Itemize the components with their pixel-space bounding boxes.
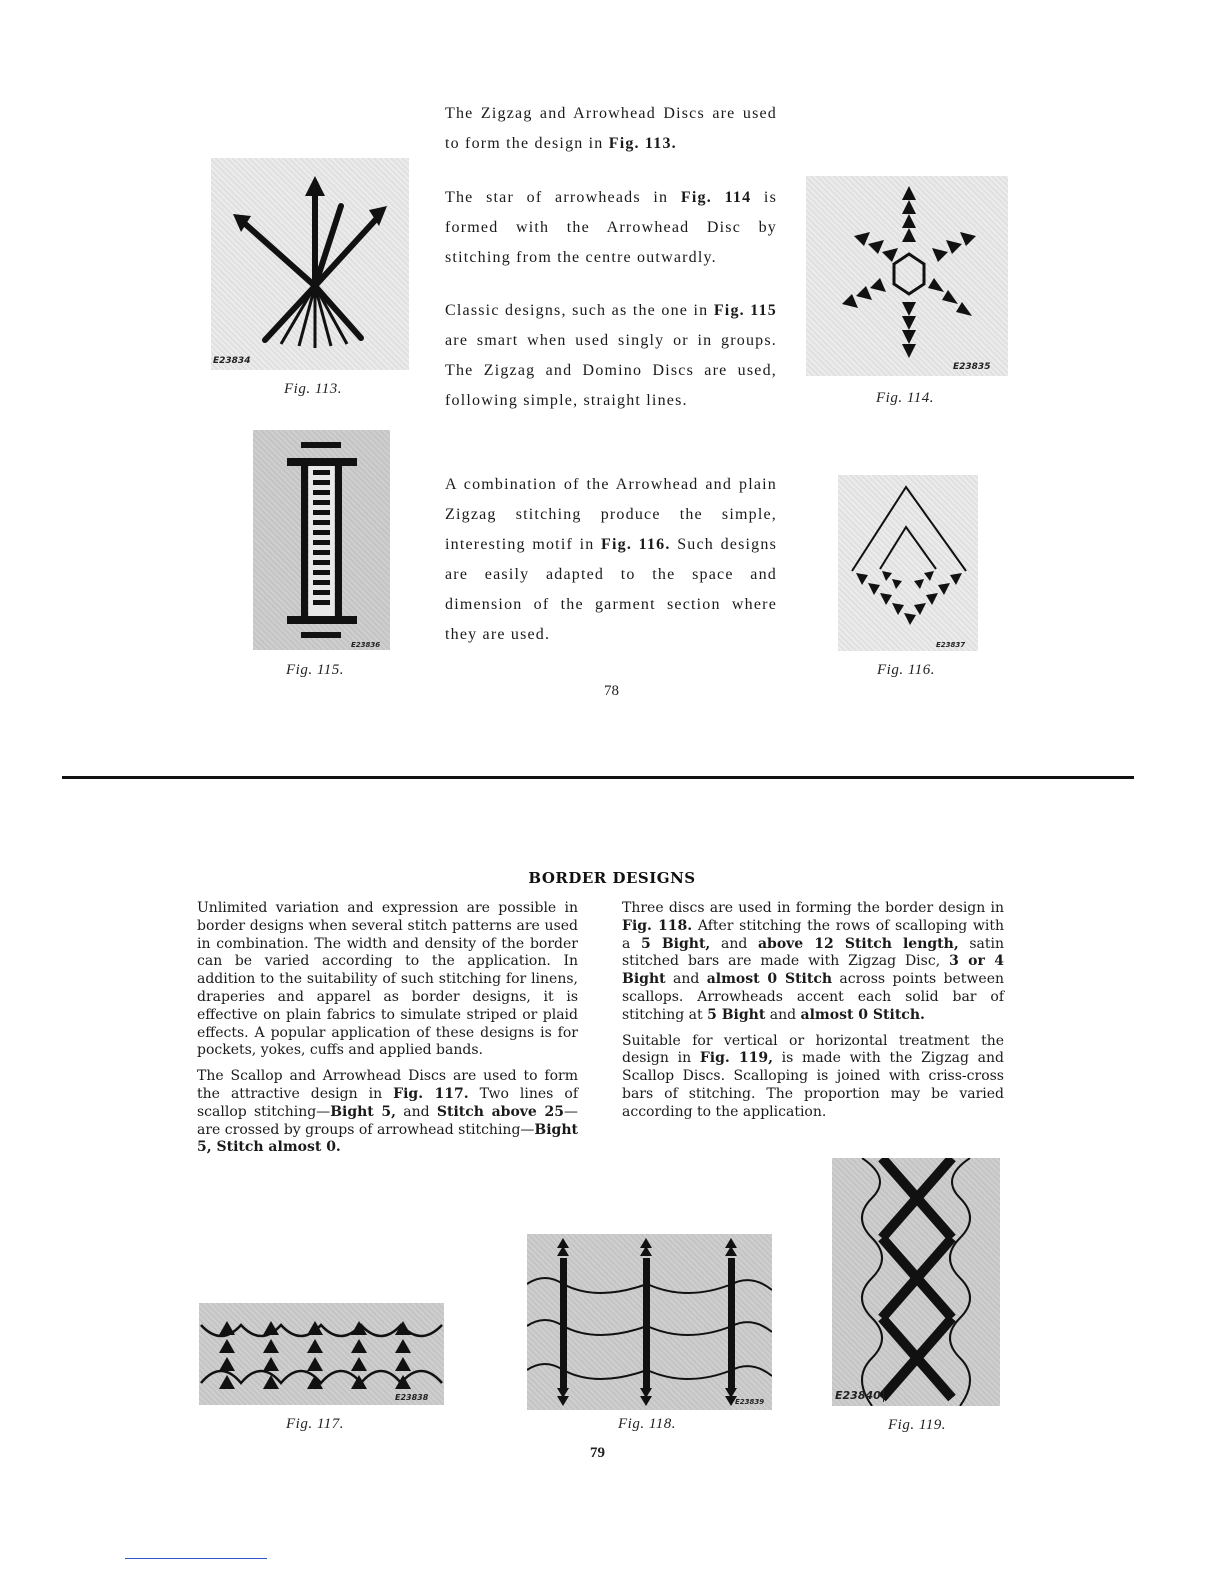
- figure-code: E23838: [395, 1393, 429, 1402]
- bold-text: Fig. 113.: [608, 135, 677, 152]
- figure-code: E23836: [351, 641, 381, 649]
- paragraph: [622, 1033, 1004, 1122]
- paragraph-fig-114: [445, 183, 777, 273]
- section-heading: BORDER DESIGNS: [528, 869, 696, 887]
- text-run: The Zigzag and Arrowhead Discs are used to form the design in: [445, 105, 777, 152]
- bold-text: above 12 Stitch length,: [757, 935, 959, 952]
- bold-text: 5 Bight,: [641, 935, 711, 952]
- bold-text: Fig. 114: [680, 189, 752, 206]
- bold-text: Stitch above 25: [436, 1103, 564, 1120]
- figure-117-image: [199, 1303, 444, 1405]
- text-run: and: [710, 935, 758, 952]
- paragraph-fig-115: [445, 296, 777, 416]
- left-text-column: [197, 900, 578, 1165]
- figure-code: E23837: [936, 641, 966, 649]
- figure-code: E23840: [835, 1389, 884, 1402]
- figure-caption: Fig. 115.: [286, 662, 344, 678]
- bold-text: Fig. 118.: [622, 917, 693, 934]
- paragraph: [197, 1068, 578, 1157]
- figure-119-image: [832, 1158, 1000, 1406]
- text-run: is formed with the Arrowhead Disc by stitching from the centre outwardly.: [445, 189, 778, 266]
- text-run: and: [665, 971, 707, 988]
- page-number: 78: [604, 683, 619, 699]
- right-text-column: [622, 900, 1004, 1130]
- page-divider: [62, 776, 1134, 779]
- figure-code: E23835: [953, 362, 991, 372]
- figure-114-image: [806, 176, 1008, 376]
- figure-caption: Fig. 114.: [876, 390, 934, 406]
- text-run: Three discs are used in forming the border design in: [622, 900, 1004, 916]
- figure-caption: Fig. 117.: [286, 1416, 344, 1432]
- bold-text: almost 0 Stitch.: [800, 1006, 925, 1023]
- bold-text: Fig. 116.: [601, 536, 671, 553]
- bold-text: Bight 5,: [330, 1103, 397, 1120]
- figure-115-image: [253, 430, 390, 650]
- bold-text: Fig. 117.: [393, 1085, 469, 1102]
- figure-116-image: [838, 475, 978, 651]
- text-run: After stitching the rows of scalloping with a: [622, 917, 1004, 952]
- bold-text: Fig. 119,: [699, 1050, 773, 1067]
- figure-118-image: [527, 1234, 772, 1410]
- figure-caption: Fig. 113.: [284, 381, 342, 397]
- text-run: A combination of the Arrowhead and plain Zigzag stitching produce the simple, interesting motif in: [445, 476, 777, 553]
- text-run: —are crossed by groups of arrowhead stitching—: [197, 1103, 578, 1138]
- figure-caption: Fig. 118.: [618, 1416, 676, 1432]
- figure-code: E23834: [213, 356, 251, 366]
- text-run: The star of arrowheads in: [445, 189, 681, 206]
- bold-text: Fig. 115: [713, 302, 778, 319]
- figure-code: E23839: [735, 1398, 765, 1406]
- figure-113-image: [211, 158, 409, 370]
- criss-cross-scallop-border-icon: [832, 1158, 1000, 1406]
- text-run: satin stitched bars are made with Zigzag Disc,: [622, 935, 1005, 970]
- figure-caption: Fig. 119.: [888, 1417, 946, 1433]
- paragraph-fig-113: [445, 99, 777, 159]
- text-run: are smart when used singly or in groups. The Zigzag and Domino Discs are used, following simple, straight lines.: [445, 332, 777, 409]
- text-run: and: [765, 1006, 801, 1023]
- paragraph: [622, 900, 1004, 1025]
- text-run: is made with the Zigzag and Scallop Discs. Scalloping is joined with criss-cross bars of stitching. The proportion may be varied according to the application.: [622, 1050, 1004, 1120]
- starburst-arrows-icon: [211, 158, 409, 370]
- text-run: and: [396, 1103, 437, 1120]
- text-run: Unlimited variation and expression are possible in border designs when several stitch patterns are used in combination. The width and density of the border can be varied according to the application. In addition to the suitability of such stitching for linens, draperies and apparel as border designs, it is effective on plain fabrics to simulate striped or plaid effects. A popular application of these designs is for pockets, yokes, cuffs and applied bands.: [197, 900, 578, 1059]
- figure-caption: Fig. 116.: [877, 662, 935, 678]
- arrowhead-star-icon: [806, 176, 1008, 376]
- scallop-bar-border-icon: [527, 1234, 772, 1410]
- text-run: Classic designs, such as the one in: [445, 302, 714, 319]
- text-run: across points between scallops. Arrowheads accent each solid bar of stitching at: [622, 971, 1005, 1023]
- scan-edge-line: [125, 1558, 267, 1559]
- bold-text: Bight 5, Stitch almost 0.: [197, 1121, 578, 1156]
- paragraph: [197, 900, 578, 1060]
- bold-text: 3 or 4 Bight: [622, 953, 1004, 988]
- bold-text: 5 Bight: [707, 1006, 766, 1023]
- paragraph-fig-116: [445, 470, 777, 650]
- text-run: Two lines of scallop stitching—: [197, 1085, 578, 1120]
- page-number: 79: [590, 1445, 605, 1461]
- scallop-arrowhead-border-icon: [199, 1303, 444, 1405]
- column-motif-icon: [253, 430, 390, 650]
- diamond-arrow-motif-icon: [838, 475, 978, 651]
- text-run: Suitable for vertical or horizontal treatment the design in: [622, 1032, 1004, 1067]
- text-run: The Scallop and Arrowhead Discs are used to form the attractive design in: [197, 1068, 578, 1102]
- text-run: Such designs are easily adapted to the space and dimension of the garment section where they are used.: [445, 536, 777, 643]
- bold-text: almost 0 Stitch: [706, 971, 833, 988]
